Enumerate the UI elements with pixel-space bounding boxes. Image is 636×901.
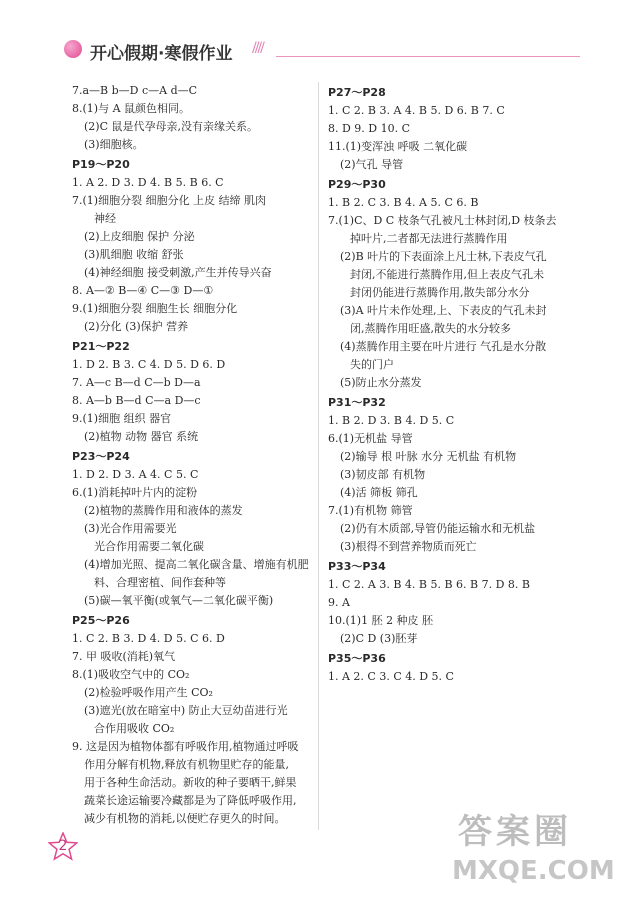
answer-line: (2)仍有木质部,导管仍能运输水和无机盐 xyxy=(340,522,536,535)
answer-line: 1. C 2. A 3. B 4. B 5. B 6. B 7. D 8. B xyxy=(328,578,531,591)
answer-line: (3)韧皮部 有机物 xyxy=(340,468,426,481)
answer-line: 1. A 2. C 3. C 4. D 5. C xyxy=(328,670,454,683)
pink-circle-icon xyxy=(64,40,82,58)
answer-line: 料、合理密植、间作套种等 xyxy=(94,576,226,589)
answer-line: 封闭仍能进行蒸腾作用,散失部分水分 xyxy=(350,286,530,299)
answer-line: (2)检验呼吸作用产生 CO₂ xyxy=(84,686,213,699)
answers-right-column xyxy=(328,82,568,686)
answer-line: 10.(1)1 胚 2 种皮 胚 xyxy=(328,614,434,627)
answer-line: (2)分化 (3)保护 营养 xyxy=(84,320,189,333)
book-title: 开心假期·寒假作业 xyxy=(90,44,233,64)
answer-line: 减少有机物的消耗,以便贮存更久的时间。 xyxy=(84,812,286,825)
answer-line: 合作用吸收 CO₂ xyxy=(94,722,175,735)
answer-line: 6.(1)无机盐 导管 xyxy=(328,432,413,445)
watermark-url: MXQE.COM xyxy=(452,856,615,886)
answer-line: 1. C 2. B 3. D 4. D 5. C 6. D xyxy=(72,632,225,645)
answer-line: (2)C D (3)胚芽 xyxy=(340,632,418,645)
answer-line: 1. B 2. D 3. B 4. D 5. C xyxy=(328,414,455,427)
answer-line: 用于各种生命活动。新收的种子要晒干,鲜果 xyxy=(84,776,297,789)
answer-line: (4)蒸腾作用主要在叶片进行 气孔是水分散 xyxy=(340,340,547,353)
answer-line: 8. A—② B—④ C—③ D—① xyxy=(72,284,214,297)
answer-line: (2)C 鼠是代孕母亲,没有亲缘关系。 xyxy=(84,120,258,133)
answer-line: 8. D 9. D 10. C xyxy=(328,122,411,135)
answer-line: 1. D 2. D 3. A 4. C 5. C xyxy=(72,468,199,481)
answer-line: 1. D 2. B 3. C 4. D 5. D 6. D xyxy=(72,358,226,371)
answer-line: 7.(1)有机物 筛管 xyxy=(328,504,413,517)
answer-line: 1. C 2. B 3. A 4. B 5. D 6. B 7. C xyxy=(328,104,505,117)
section-heading: P35～P36 xyxy=(328,652,386,665)
answer-line: (3)A 叶片未作处理,上、下表皮的气孔未封 xyxy=(340,304,547,317)
answer-line: 7. A—c B—d C—b D—a xyxy=(72,376,201,389)
answer-line: (4)增加光照、提高二氧化碳含量、增施有机肥 xyxy=(84,558,309,571)
answer-line: (2)输导 根 叶脉 水分 无机盐 有机物 xyxy=(340,450,517,463)
answer-line: (2)植物 动物 器官 系统 xyxy=(84,430,199,443)
section-heading: P29～P30 xyxy=(328,178,386,191)
section-heading: P33～P34 xyxy=(328,560,386,573)
answer-line: (2)气孔 导管 xyxy=(340,158,404,171)
answer-line: 8. A—b B—d C—a D—c xyxy=(72,394,201,407)
answer-line: 8.(1)吸收空气中的 CO₂ xyxy=(72,668,190,681)
answer-line: 7.(1)细胞分裂 细胞分化 上皮 结缔 肌肉 xyxy=(72,194,267,207)
answer-line: (4)神经细胞 接受刺激,产生并传导兴奋 xyxy=(84,266,272,279)
answer-line: 光合作用需要二氧化碳 xyxy=(94,540,204,553)
section-heading: P27～P28 xyxy=(328,86,386,99)
answer-line: (2)植物的蒸腾作用和液体的蒸发 xyxy=(84,504,243,517)
answer-line: 1. B 2. C 3. B 4. A 5. C 6. B xyxy=(328,196,479,209)
answer-line: 9. A xyxy=(328,596,350,609)
answer-line: 9. 这是因为植物体都有呼吸作用,植物通过呼吸 xyxy=(72,740,299,753)
answer-line: 6.(1)消耗掉叶片内的淀粉 xyxy=(72,486,198,499)
section-heading: P23～P24 xyxy=(72,450,130,463)
answer-line: 11.(1)变浑浊 呼吸 二氧化碳 xyxy=(328,140,468,153)
page-header xyxy=(60,36,580,72)
answer-line: (3)肌细胞 收缩 舒张 xyxy=(84,248,184,261)
answer-line: 9.(1)细胞 组织 器官 xyxy=(72,412,172,425)
decorative-slashes: //// xyxy=(252,40,263,56)
answer-line: 闭,蒸腾作用旺盛,散失的水分较多 xyxy=(350,322,511,335)
section-heading: P19～P20 xyxy=(72,158,130,171)
answer-line: (3)细胞核。 xyxy=(84,138,144,151)
answer-line: 7.(1)C、D C 枝条气孔被凡士林封闭,D 枝条去 xyxy=(328,214,557,227)
answer-line: (3)遮光(放在暗室中) 防止大豆幼苗进行光 xyxy=(84,704,288,717)
page-number-badge xyxy=(48,832,78,862)
answer-line: (2)B 叶片的下表面涂上凡士林,下表皮气孔 xyxy=(340,250,547,263)
answer-line: (3)根得不到营养物质而死亡 xyxy=(340,540,477,553)
page-number: 2 xyxy=(58,838,68,854)
answer-line: 7.a—B b—D c—A d—C xyxy=(72,84,198,97)
answer-line: 掉叶片,二者都无法进行蒸腾作用 xyxy=(350,232,508,245)
answer-line: 蔬菜长途运输要冷藏都是为了降低呼吸作用, xyxy=(84,794,297,807)
answer-line: 作用分解有机物,释放有机物里贮存的能量, xyxy=(84,758,289,771)
section-heading: P25～P26 xyxy=(72,614,130,627)
answer-line: (3)光合作用需要光 xyxy=(84,522,177,535)
header-rule xyxy=(276,56,580,57)
answer-line: 1. A 2. D 3. D 4. B 5. B 6. C xyxy=(72,176,224,189)
watermark-cn: 答案圈 xyxy=(458,812,572,852)
answer-line: 9.(1)细胞分裂 细胞生长 细胞分化 xyxy=(72,302,238,315)
answer-line: (5)碳—氧平衡(或氧气—二氧化碳平衡) xyxy=(84,594,274,607)
column-divider xyxy=(318,82,319,830)
answer-line: (4)活 筛板 筛孔 xyxy=(340,486,418,499)
answer-line: 封闭,不能进行蒸腾作用,但上表皮气孔未 xyxy=(350,268,544,281)
answer-line: (2)上皮细胞 保护 分泌 xyxy=(84,230,195,243)
answer-line: 失的门户 xyxy=(350,358,394,371)
answer-line: (5)防止水分蒸发 xyxy=(340,376,422,389)
answer-line: 7. 甲 吸收(消耗)氧气 xyxy=(72,650,176,663)
answers-left-column xyxy=(72,82,312,828)
answer-line: 8.(1)与 A 鼠颜色相同。 xyxy=(72,102,191,115)
answer-line: 神经 xyxy=(94,212,116,225)
site-watermark xyxy=(440,800,630,895)
section-heading: P31～P32 xyxy=(328,396,386,409)
section-heading: P21～P22 xyxy=(72,340,130,353)
